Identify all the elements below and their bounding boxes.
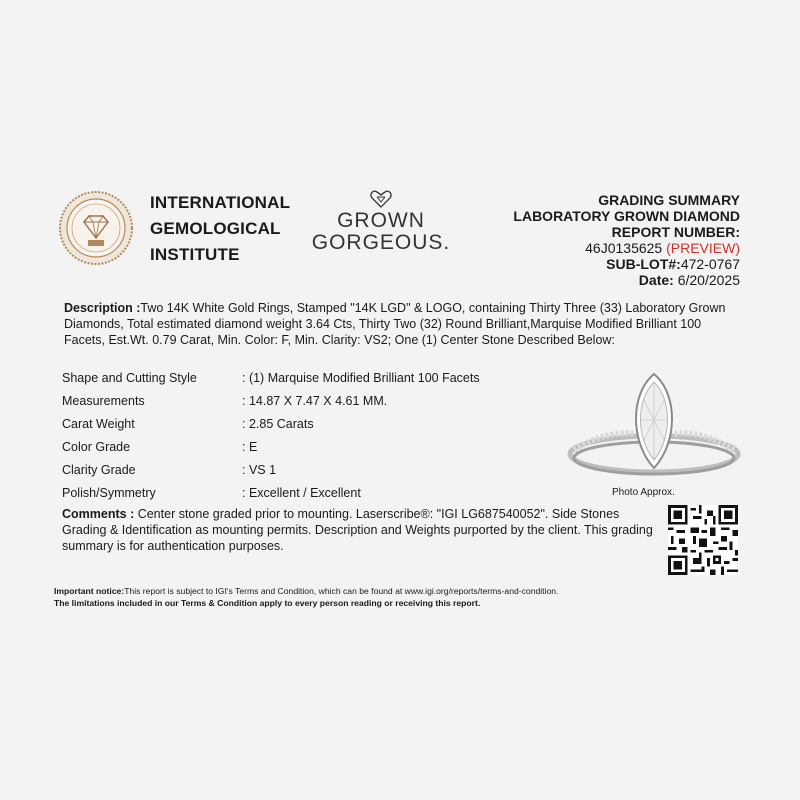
spec-key: Shape and Cutting Style [62, 370, 197, 385]
spec-key: Color Grade [62, 439, 131, 454]
brand-line-1: GROWN [337, 209, 425, 232]
comments-text: Center stone graded prior to mounting. Laserscribe®: "IGI LG687540052". Side Stones Grading & Identification as mounting permits. Description and Weights purported by the client. This grading summary is for authentication purposes. [62, 507, 653, 553]
date-value: 6/20/2025 [677, 272, 740, 288]
specs-table [62, 366, 480, 504]
spec-value: : 2.85 Carats [242, 416, 314, 431]
spec-row [62, 389, 480, 412]
sublot-row [513, 256, 740, 272]
comments [62, 506, 662, 554]
spec-value: : 14.87 X 7.47 X 4.61 MM. [242, 393, 388, 408]
notice-line-1 [54, 585, 754, 597]
spec-row [62, 435, 480, 458]
institute-line-1: INTERNATIONAL [150, 193, 291, 212]
date-row [513, 272, 740, 288]
heart-diamond-icon [370, 190, 392, 208]
description-text: Two 14K White Gold Rings, Stamped "14K LGD" & LOGO, containing Thirty Three (33) Laboratory Grown Diamonds, Total estimated diamond weight 3.64 Cts, Thirty Two (32) Round Brilliant,Marquise Modified Brilliant 100 Facets, Est.Wt. 0.79 Carat, Min. Color: F, Min. Clarity: VS2; One (1) Center Stone Described Below: [64, 301, 726, 347]
institute-line-3: INSTITUTE [150, 245, 240, 264]
notice-text-1: This report is subject to IGI's Terms and Condition, which can be found at www.igi.org/reports/terms-and-condition. [124, 586, 559, 596]
spec-key: Measurements [62, 393, 145, 408]
notice-line-2: The limitations included in our Terms & Condition apply to every person reading or receiving this report. [54, 598, 481, 608]
spec-row [62, 412, 480, 435]
ring-photo [566, 372, 742, 482]
igi-seal-icon [58, 190, 134, 266]
institute-name [150, 190, 290, 268]
grown-gorgeous-logo [306, 190, 456, 262]
brand-line-2: GORGEOUS. [311, 231, 451, 254]
notice-label: Important notice: [54, 586, 125, 596]
institute-line-2: GEMOLOGICAL [150, 219, 281, 238]
spec-row [62, 458, 480, 481]
spec-row [62, 481, 480, 504]
preview-tag: (PREVIEW) [666, 240, 740, 256]
title-line-2: LABORATORY GROWN DIAMOND [513, 208, 740, 224]
spec-row [62, 366, 480, 389]
report-number-label: REPORT NUMBER: [611, 224, 740, 240]
important-notice [54, 585, 754, 609]
report-summary [513, 192, 740, 288]
spec-value: : Excellent / Excellent [242, 485, 361, 500]
description-label: Description : [64, 301, 141, 315]
comments-label: Comments : [62, 507, 135, 521]
photo-caption: Photo Approx. [612, 487, 675, 498]
sublot-value: 472-0767 [680, 256, 740, 272]
spec-key: Carat Weight [62, 416, 135, 431]
spec-value: : (1) Marquise Modified Brilliant 100 Facets [242, 370, 480, 385]
sublot-label: SUB-LOT#: [606, 256, 681, 272]
date-label: Date: [638, 272, 674, 288]
title-line-1: GRADING SUMMARY [598, 192, 740, 208]
description [64, 300, 734, 348]
spec-key: Polish/Symmetry [62, 485, 156, 500]
qr-code[interactable] [668, 505, 738, 575]
report-number: 46J0135625 [585, 240, 663, 256]
report-number-row [513, 240, 740, 256]
spec-value: : VS 1 [242, 462, 277, 477]
spec-key: Clarity Grade [62, 462, 136, 477]
spec-value: : E [242, 439, 258, 454]
